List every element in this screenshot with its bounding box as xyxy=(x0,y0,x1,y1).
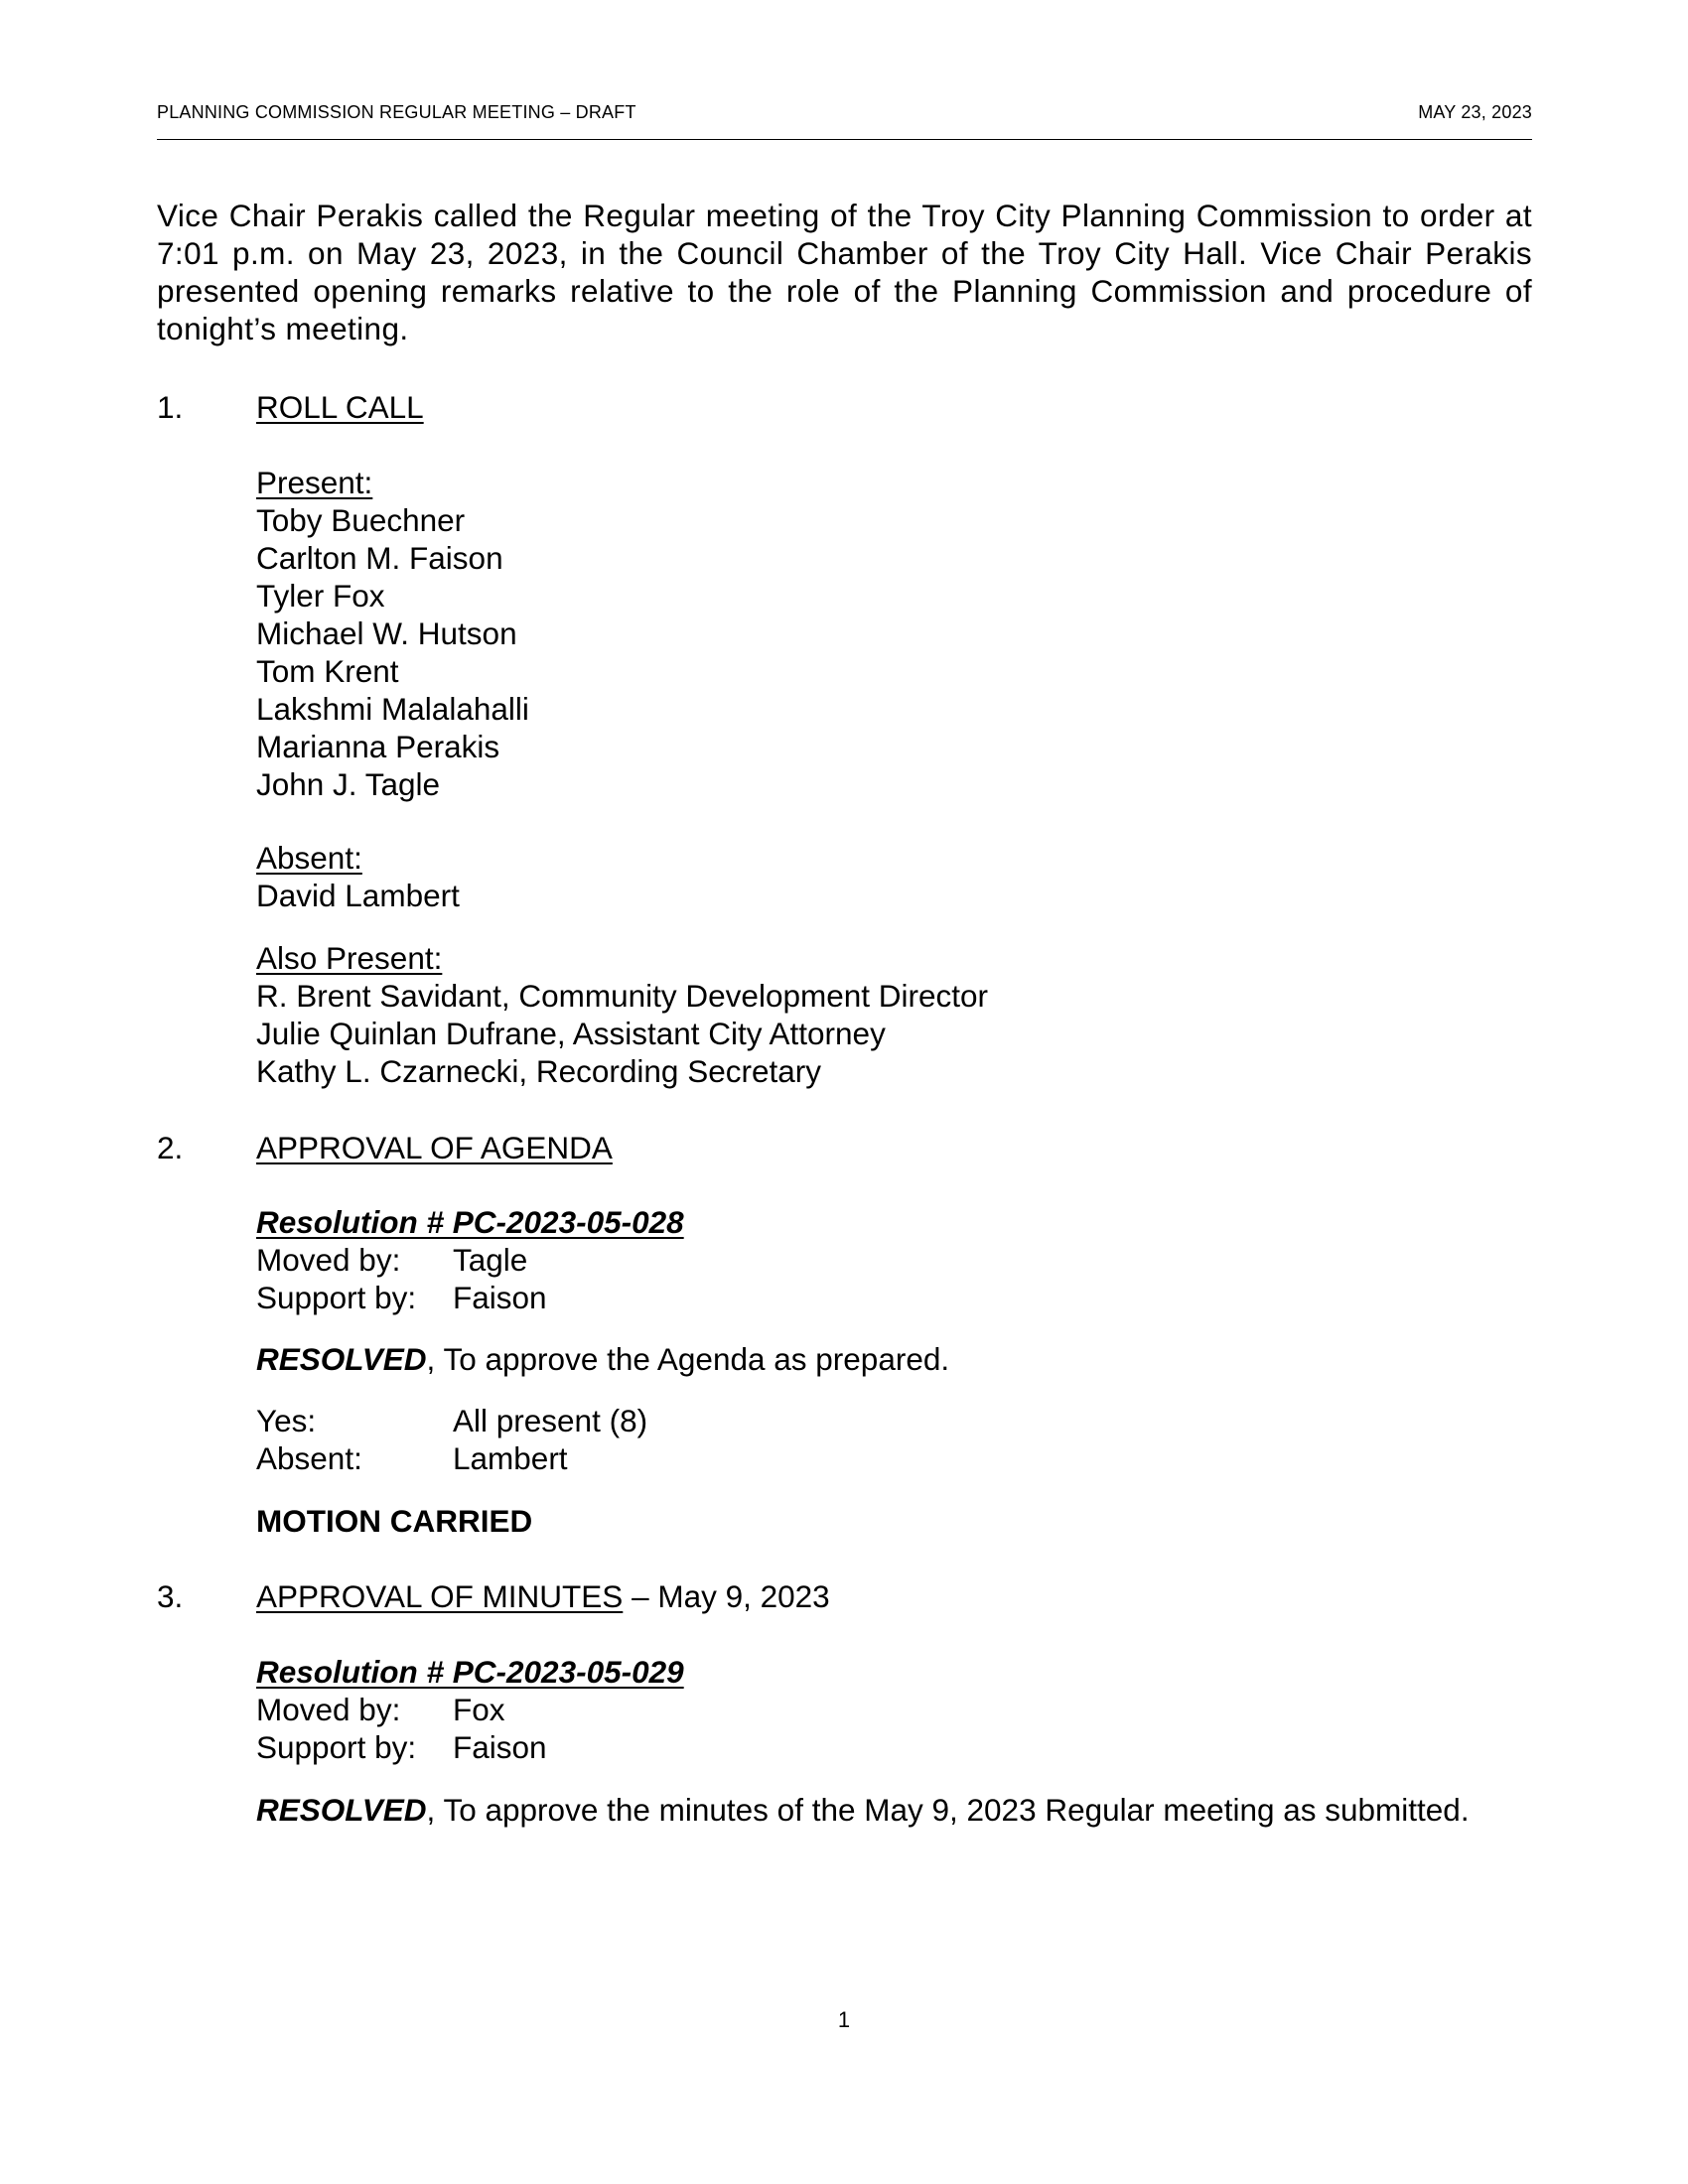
also-present-label: Also Present: xyxy=(256,940,443,976)
present-member: Lakshmi Malalahalli xyxy=(256,691,529,727)
moved-by-row xyxy=(256,1691,505,1728)
section-3-number: 3. xyxy=(157,1578,184,1614)
resolved-keyword: RESOLVED xyxy=(256,1341,427,1377)
also-present-list xyxy=(256,977,988,1090)
section-2-number: 2. xyxy=(157,1130,184,1165)
resolved-statement xyxy=(256,1791,1470,1829)
resolution-number: Resolution # PC-2023-05-029 xyxy=(256,1654,684,1690)
resolved-keyword: RESOLVED xyxy=(256,1792,427,1828)
moved-by-label: Moved by: xyxy=(256,1242,401,1278)
section-3-title: APPROVAL OF MINUTES xyxy=(256,1578,624,1614)
present-member: John J. Tagle xyxy=(256,766,441,802)
vote-absent-value: Lambert xyxy=(453,1440,568,1476)
present-member: Carlton M. Faison xyxy=(256,540,503,576)
vote-yes-value: All present (8) xyxy=(453,1403,648,1438)
section-1-title: ROLL CALL xyxy=(256,389,424,425)
absent-label: Absent: xyxy=(256,840,362,876)
present-member: Tom Krent xyxy=(256,653,399,689)
resolution-number: Resolution # PC-2023-05-028 xyxy=(256,1204,684,1240)
present-label: Present: xyxy=(256,465,373,500)
section-1-number: 1. xyxy=(157,389,184,425)
section-2-title: APPROVAL OF AGENDA xyxy=(256,1130,613,1165)
present-member: Marianna Perakis xyxy=(256,729,500,764)
resolved-text: , To approve the Agenda as prepared. xyxy=(426,1341,950,1377)
present-member: Toby Buechner xyxy=(256,502,466,538)
present-list xyxy=(256,501,529,803)
moved-by-row xyxy=(256,1241,527,1279)
resolved-text: , To approve the minutes of the May 9, 2023 Regular meeting as submitted. xyxy=(426,1792,1470,1828)
support-by-label: Support by: xyxy=(256,1280,417,1315)
moved-by-value: Fox xyxy=(453,1692,505,1727)
motion-carried: MOTION CARRIED xyxy=(256,1503,533,1539)
header-title: PLANNING COMMISSION REGULAR MEETING – DRAFT xyxy=(157,102,636,122)
vote-yes-label: Yes: xyxy=(256,1403,317,1438)
page-header xyxy=(157,102,1532,140)
section-3-heading xyxy=(256,1577,830,1615)
support-by-label: Support by: xyxy=(256,1729,417,1765)
also-present-member: Julie Quinlan Dufrane, Assistant City Attorney xyxy=(256,1016,886,1051)
header-date: MAY 23, 2023 xyxy=(1418,102,1532,122)
support-by-value: Faison xyxy=(453,1729,547,1765)
also-present-member: Kathy L. Czarnecki, Recording Secretary xyxy=(256,1053,821,1089)
intro-paragraph: Vice Chair Perakis called the Regular meeting of the Troy City Planning Commission to order at 7:01 p.m. on May 23, 2023, in the Council Chamber of the Troy City Hall. Vice Chair Perakis presented opening remarks relative to the role of the Planning Commission and procedure of tonight’s meeting. xyxy=(157,198,1532,346)
vote-yes-row xyxy=(256,1402,647,1439)
moved-by-value: Tagle xyxy=(453,1242,528,1278)
section-3-date: – May 9, 2023 xyxy=(623,1578,830,1614)
also-present-member: R. Brent Savidant, Community Development Director xyxy=(256,978,989,1014)
moved-by-label: Moved by: xyxy=(256,1692,401,1727)
vote-absent-label: Absent: xyxy=(256,1440,362,1476)
vote-absent-row xyxy=(256,1439,568,1477)
page-number: 1 xyxy=(837,2007,851,2032)
support-by-row xyxy=(256,1279,547,1316)
support-by-row xyxy=(256,1728,547,1766)
resolved-statement xyxy=(256,1340,949,1378)
present-member: Tyler Fox xyxy=(256,578,385,614)
absent-member: David Lambert xyxy=(256,878,460,913)
support-by-value: Faison xyxy=(453,1280,547,1315)
present-member: Michael W. Hutson xyxy=(256,615,517,651)
